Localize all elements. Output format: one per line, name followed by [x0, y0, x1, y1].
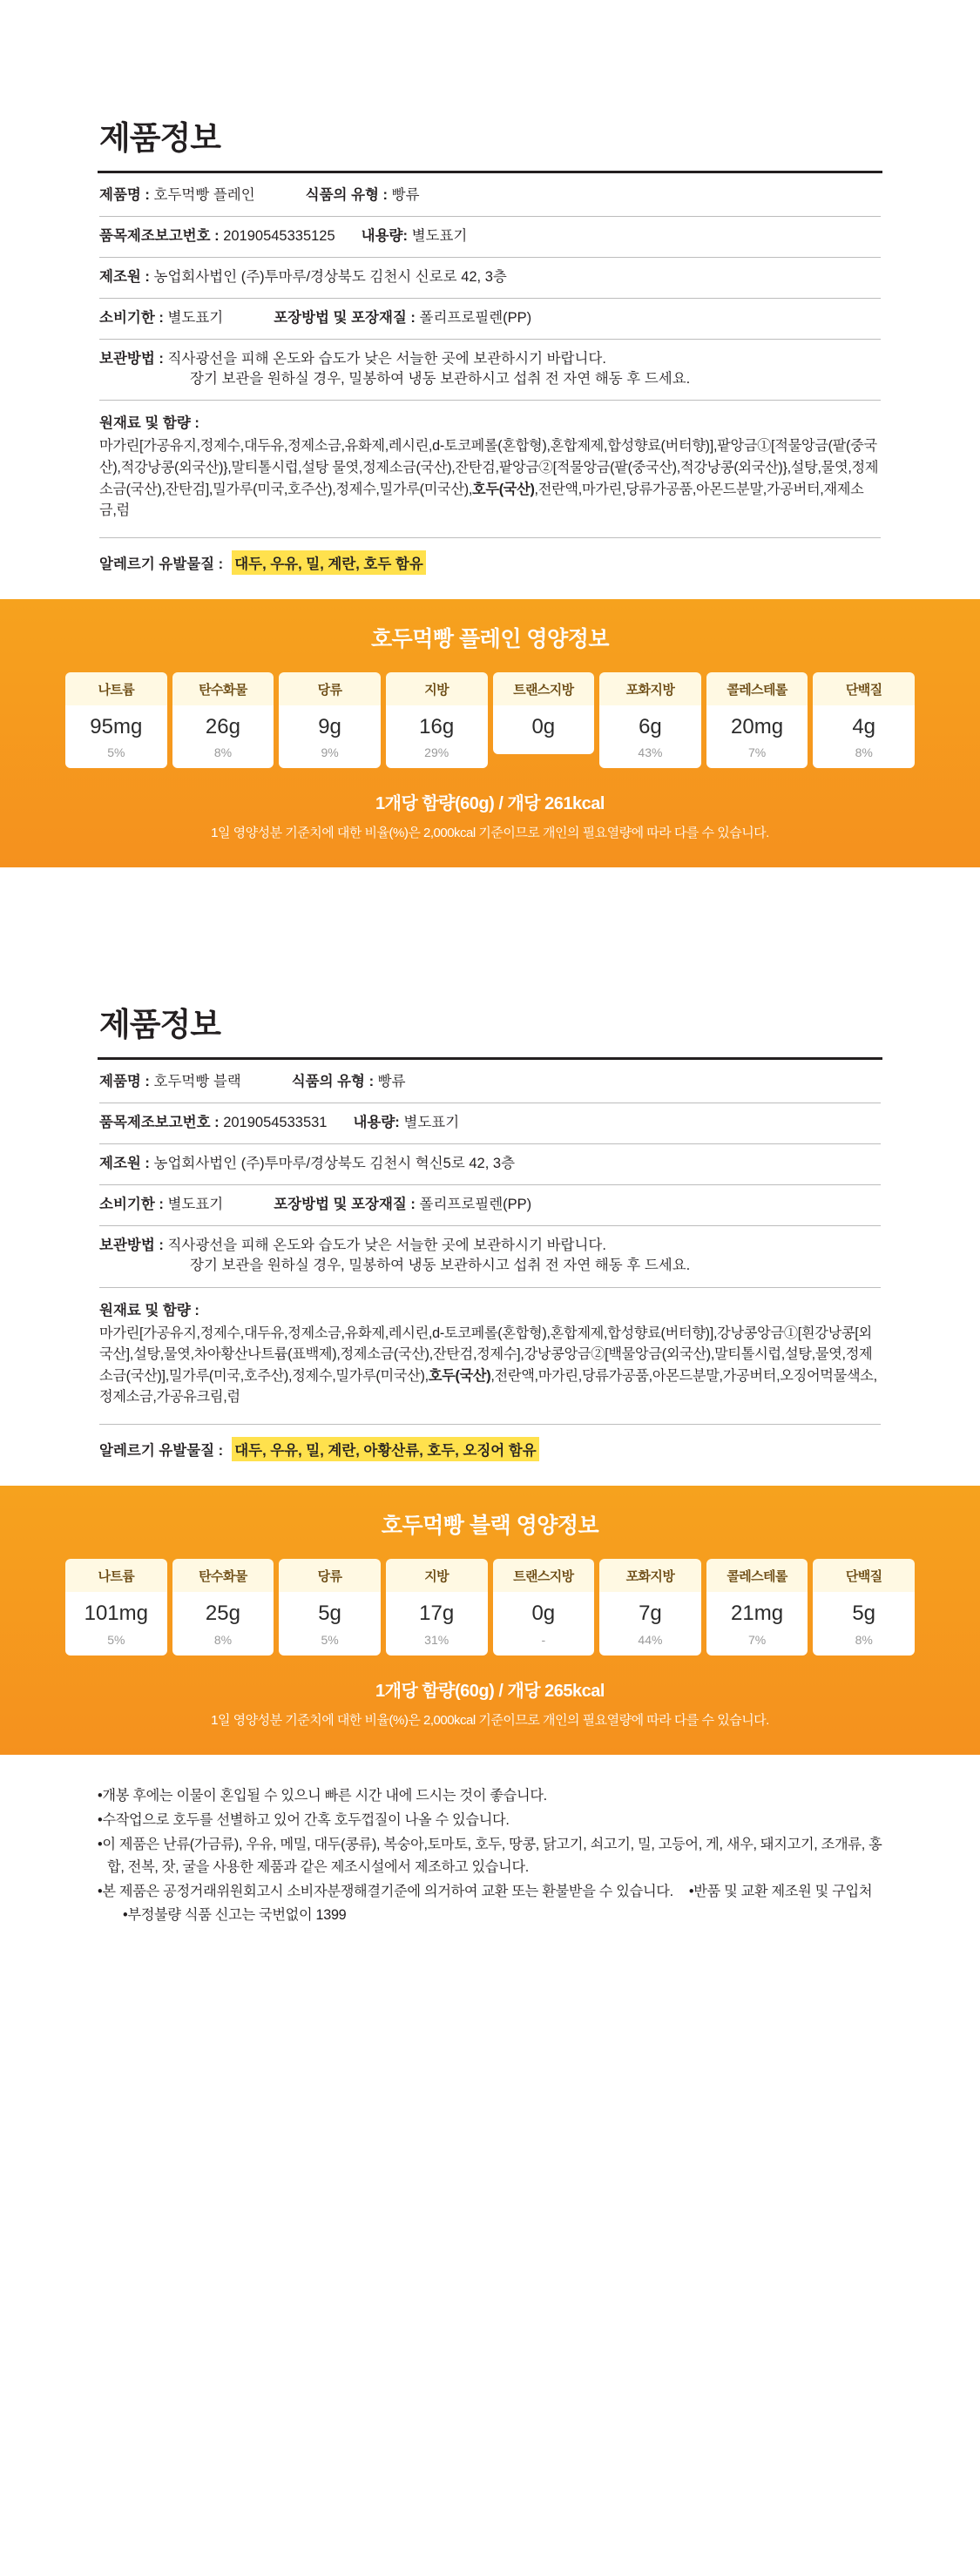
label-content-amount: 내용량: [361, 227, 408, 244]
field-row-report [99, 226, 881, 247]
nutrition-title: 호두먹빵 플레인 영양정보 [370, 626, 610, 651]
nutrition-amount: 20mg [731, 714, 784, 738]
nutrition-percent: 5% [107, 745, 125, 760]
page-title-plain: 제품정보 [99, 120, 220, 156]
value-manufacturer: 농업회사법인 (주)투마루/경상북도 김천시 신로로 42, 3층 [153, 268, 507, 285]
value-product-name: 호두먹빵 플레인 [153, 187, 255, 203]
footnote-refund: •본 제품은 공정거래위원회고시 소비자분쟁해결기준에 의거하여 교환 또는 환불받을 수 있습니다. [98, 1884, 673, 1900]
field-row-storage [99, 349, 881, 370]
product-info-block-plain [0, 111, 980, 580]
nutrition-amount: 4g [852, 714, 876, 738]
footnote-item: •이 제품은 난류(가금류), 우유, 메밀, 대두(콩류), 복숭아,토마토, 호두, 땅콩, 닭고기, 쇠고기, 밀, 고등어, 게, 새우, 돼지고기, 조개류, 홍합, 전복, 잣, 굴을 사용한 제품과 같은 제조시설에서 제조하고 있습니다. [98, 1836, 882, 1876]
label-ingredients: 원재료 및 함량 : [99, 415, 199, 432]
nutrition-serving: 1개당 함량(60g) / 개당 261kcal [375, 794, 605, 814]
row-divider [99, 257, 881, 258]
footnote-report: •부정불량 식품 신고는 국번없이 1399 [123, 1906, 347, 1923]
nutrition-header: 콜레스테롤 [706, 1559, 808, 1592]
value-allergy: 대두, 우유, 밀, 계란, 아황산류, 호두, 오징어 함유 [232, 1437, 539, 1461]
value-manufacturer: 농업회사법인 (주)투마루/경상북도 김천시 혁신5로 42, 3층 [153, 1156, 516, 1172]
value-expiry: 별도표기 [167, 309, 224, 326]
ingredients-highlight: 호두(국산) [472, 481, 535, 497]
nutrition-percent: 8% [213, 1632, 233, 1647]
nutrition-cell [279, 672, 381, 768]
value-storage-extra: 장기 보관을 원하실 경우, 밀봉하여 냉동 보관하시고 섭취 전 자연 해동 후 드세요. [190, 1257, 691, 1273]
value-allergy: 대두, 우유, 밀, 계란, 호두 함유 [232, 550, 426, 575]
nutrition-cell [813, 1559, 915, 1655]
field-row-report [99, 1113, 881, 1134]
label-expiry: 소비기한 : [99, 309, 164, 326]
nutrition-header: 지방 [386, 672, 488, 705]
nutrition-amount: 26g [205, 714, 240, 738]
nutrition-header: 탄수화물 [172, 672, 274, 705]
label-product-name: 제품명 : [99, 187, 150, 203]
nutrition-cell [599, 1559, 701, 1655]
label-storage: 보관방법 : [99, 350, 164, 367]
nutrition-table [0, 1559, 980, 1655]
allergy-row [99, 1424, 881, 1461]
nutrition-amount: 5g [852, 1602, 876, 1626]
label-packaging: 포장방법 및 포장재질 : [274, 309, 416, 326]
value-content-amount: 별도표기 [403, 1115, 460, 1131]
field-row-maker [99, 1154, 881, 1175]
label-storage: 보관방법 : [99, 1237, 164, 1253]
nutrition-header: 당류 [279, 672, 381, 705]
label-content-amount: 내용량: [353, 1115, 400, 1131]
ingredients-highlight: 호두(국산) [428, 1367, 491, 1384]
value-expiry: 별도표기 [167, 1197, 224, 1213]
row-divider [99, 1184, 881, 1185]
product-fields-black [98, 1060, 882, 1467]
ingredients-post: ,전란액,마가린,당류가공품,아몬드분말,가공버터,오징어먹물색소,정제소금,가공유크림,럼 [99, 1367, 877, 1406]
row-divider [99, 1225, 881, 1226]
label-allergy: 알레르기 유발물질 : [99, 556, 224, 572]
top-spacer [0, 0, 980, 111]
nutrition-cell [65, 1559, 167, 1655]
nutrition-cell [65, 672, 167, 768]
value-packaging: 폴리프로필렌(PP) [419, 309, 532, 326]
nutrition-panel-black [0, 1486, 980, 1754]
nutrition-cell [386, 1559, 488, 1655]
value-ingredients [99, 1323, 881, 1409]
nutrition-header: 나트륨 [65, 1559, 167, 1592]
nutrition-cell [813, 672, 915, 768]
nutrition-percent: 5% [107, 1632, 125, 1647]
nutrition-cell [706, 1559, 808, 1655]
nutrition-percent: - [541, 1632, 546, 1647]
nutrition-percent: 8% [855, 1632, 873, 1647]
value-ingredients [99, 435, 881, 522]
ingredients-pre: 마가린[가공유지,정제수,대두유,정제소금,유화제,레시린,d-토코페롤(혼합형),혼합제제,합성향료(버터향)],강낭콩앙금①[흰강낭콩[외국산],설탕,물엿,차아황산나트륨(표백제),정제소금(국산),잔탄검,정제수],강낭콩앙금②[백물앙금(외국산),말티톨시럽,설탕,물엿,정제소금(국산)],밀가루(미국,호주산),정제수,밀가루(미국산), [99, 1325, 873, 1384]
nutrition-header: 단백질 [813, 1559, 915, 1592]
label-allergy: 알레르기 유발물질 : [99, 1443, 224, 1460]
value-packaging: 폴리프로필렌(PP) [419, 1197, 532, 1213]
nutrition-amount: 9g [318, 714, 341, 738]
nutrition-percent: 8% [213, 745, 233, 760]
footnote-item: •수작업으로 호두를 선별하고 있어 간혹 호두껍질이 나올 수 있습니다. [98, 1811, 510, 1828]
nutrition-title: 호두먹빵 블랙 영양정보 [381, 1514, 599, 1539]
value-content-amount: 별도표기 [411, 227, 468, 244]
nutrition-percent: 8% [855, 745, 873, 760]
nutrition-amount: 6g [639, 714, 662, 738]
nutrition-cell [493, 1559, 595, 1655]
label-food-type: 식품의 유형 : [291, 1074, 375, 1090]
row-divider [99, 1287, 881, 1288]
label-ingredients: 원재료 및 함량 : [99, 1302, 199, 1318]
ingredients-pre: 마가린[가공유지,정제수,대두유,정제소금,유화제,레시린,d-토코페롤(혼합형),혼합제제,합성향료(버터향)],팥앙금①[적물앙금(팥(중국산),적강낭콩(외국산)},말티톨시럽,설탕 물엿,정제소금(국산),잔탄검,팥앙금②[적물앙금(팥(중국산),적강낭콩(외국산)},설탕,물엿,정제소금(국산),잔탄검],밀가루(미국,호주산),정제수,밀가루(미국산), [99, 438, 879, 497]
field-row-name [99, 185, 881, 206]
value-report-number: 2019054533531 [223, 1115, 328, 1131]
nutrition-header: 트랜스지방 [493, 672, 595, 705]
label-report-number: 품목제조보고번호 : [99, 1115, 220, 1131]
value-product-name: 호두먹빵 블랙 [153, 1074, 241, 1090]
nutrition-cell [172, 672, 274, 768]
nutrition-percent: 44% [638, 1632, 663, 1647]
nutrition-serving: 1개당 함량(60g) / 개당 265kcal [375, 1681, 605, 1701]
nutrition-cell [172, 1559, 274, 1655]
label-report-number: 품목제조보고번호 : [99, 227, 220, 244]
nutrition-cell [279, 1559, 381, 1655]
nutrition-cell [493, 672, 595, 768]
nutrition-header: 탄수화물 [172, 1559, 274, 1592]
nutrition-header: 단백질 [813, 672, 915, 705]
nutrition-amount: 5g [318, 1602, 341, 1626]
value-food-type: 빵류 [391, 187, 420, 203]
row-divider [99, 298, 881, 299]
field-row-expire [99, 1195, 881, 1216]
field-row-storage [99, 1236, 881, 1257]
nutrition-header: 나트륨 [65, 672, 167, 705]
label-food-type: 식품의 유형 : [305, 187, 389, 203]
nutrition-amount: 21mg [731, 1602, 784, 1626]
footnote-return: •반품 및 교환 제조원 및 구입처 [688, 1884, 873, 1900]
nutrition-amount: 16g [419, 714, 455, 738]
footnote-item-compound [98, 1880, 882, 1925]
nutrition-amount: 101mg [84, 1602, 148, 1626]
nutrition-amount: 17g [419, 1602, 455, 1626]
row-divider [99, 216, 881, 217]
footnotes-block [0, 1755, 980, 1970]
nutrition-note: 1일 영양성분 기준치에 대한 비율(%)은 2,000kcal 기준이므로 개인의 필요열량에 따라 다를 수 있습니다. [211, 826, 769, 841]
nutrition-header: 포화지방 [599, 672, 701, 705]
nutrition-percent: 7% [747, 1632, 767, 1647]
nutrition-amount: 25g [205, 1602, 240, 1626]
value-storage-extra: 장기 보관을 원하실 경우, 밀봉하여 냉동 보관하시고 섭취 전 자연 해동 후 드세요. [190, 370, 691, 387]
nutrition-cell [386, 672, 488, 768]
nutrition-amount: 95mg [90, 714, 143, 738]
nutrition-percent: 29% [424, 745, 449, 760]
label-manufacturer: 제조원 : [99, 268, 150, 285]
nutrition-percent: 31% [424, 1632, 449, 1647]
nutrition-header: 콜레스테롤 [706, 672, 808, 705]
nutrition-amount: 7g [639, 1602, 662, 1626]
value-storage: 직사광선을 피해 온도와 습도가 낮은 서늘한 곳에 보관하시기 바랍니다. [167, 1237, 606, 1253]
label-product-name: 제품명 : [99, 1074, 150, 1090]
page-title-black: 제품정보 [99, 1007, 220, 1043]
nutrition-header: 지방 [386, 1559, 488, 1592]
section-spacer [0, 867, 980, 998]
nutrition-amount: 0g [531, 1602, 556, 1626]
row-divider [99, 339, 881, 340]
nutrition-percent: 43% [638, 745, 663, 760]
ingredients-block [99, 1298, 881, 1409]
nutrition-percent: 7% [747, 745, 767, 760]
nutrition-panel-plain [0, 599, 980, 867]
nutrition-header: 포화지방 [599, 1559, 701, 1592]
field-row-expire [99, 308, 881, 329]
row-divider [99, 1143, 881, 1144]
footnote-item: •개봉 후에는 이물이 혼입될 수 있으니 빠른 시간 내에 드시는 것이 좋습니다. [98, 1787, 547, 1804]
allergy-row [99, 537, 881, 575]
product-info-block-black [0, 998, 980, 1467]
ingredients-block [99, 411, 881, 522]
nutrition-header: 당류 [279, 1559, 381, 1592]
value-food-type: 빵류 [377, 1074, 406, 1090]
field-row-maker [99, 267, 881, 288]
nutrition-table [0, 672, 980, 768]
label-expiry: 소비기한 : [99, 1197, 164, 1213]
nutrition-note: 1일 영양성분 기준치에 대한 비율(%)은 2,000kcal 기준이므로 개인의 필요열량에 따라 다를 수 있습니다. [211, 1712, 769, 1728]
row-divider [99, 400, 881, 401]
nutrition-percent: 9% [321, 745, 339, 760]
label-manufacturer: 제조원 : [99, 1156, 150, 1172]
ingredients-post: ,전란액,마가린,당류가공품,아몬드분말,가공버터,재제소금,럼 [99, 481, 864, 519]
nutrition-percent: 5% [321, 1632, 339, 1647]
nutrition-amount: 0g [531, 714, 556, 738]
value-storage: 직사광선을 피해 온도와 습도가 낮은 서늘한 곳에 보관하시기 바랍니다. [167, 350, 606, 367]
nutrition-cell [599, 672, 701, 768]
product-fields-plain [98, 173, 882, 580]
value-report-number: 20190545335125 [223, 227, 335, 244]
label-packaging: 포장방법 및 포장재질 : [274, 1197, 416, 1213]
nutrition-header: 트랜스지방 [493, 1559, 595, 1592]
nutrition-cell [706, 672, 808, 768]
field-row-name [99, 1072, 881, 1093]
